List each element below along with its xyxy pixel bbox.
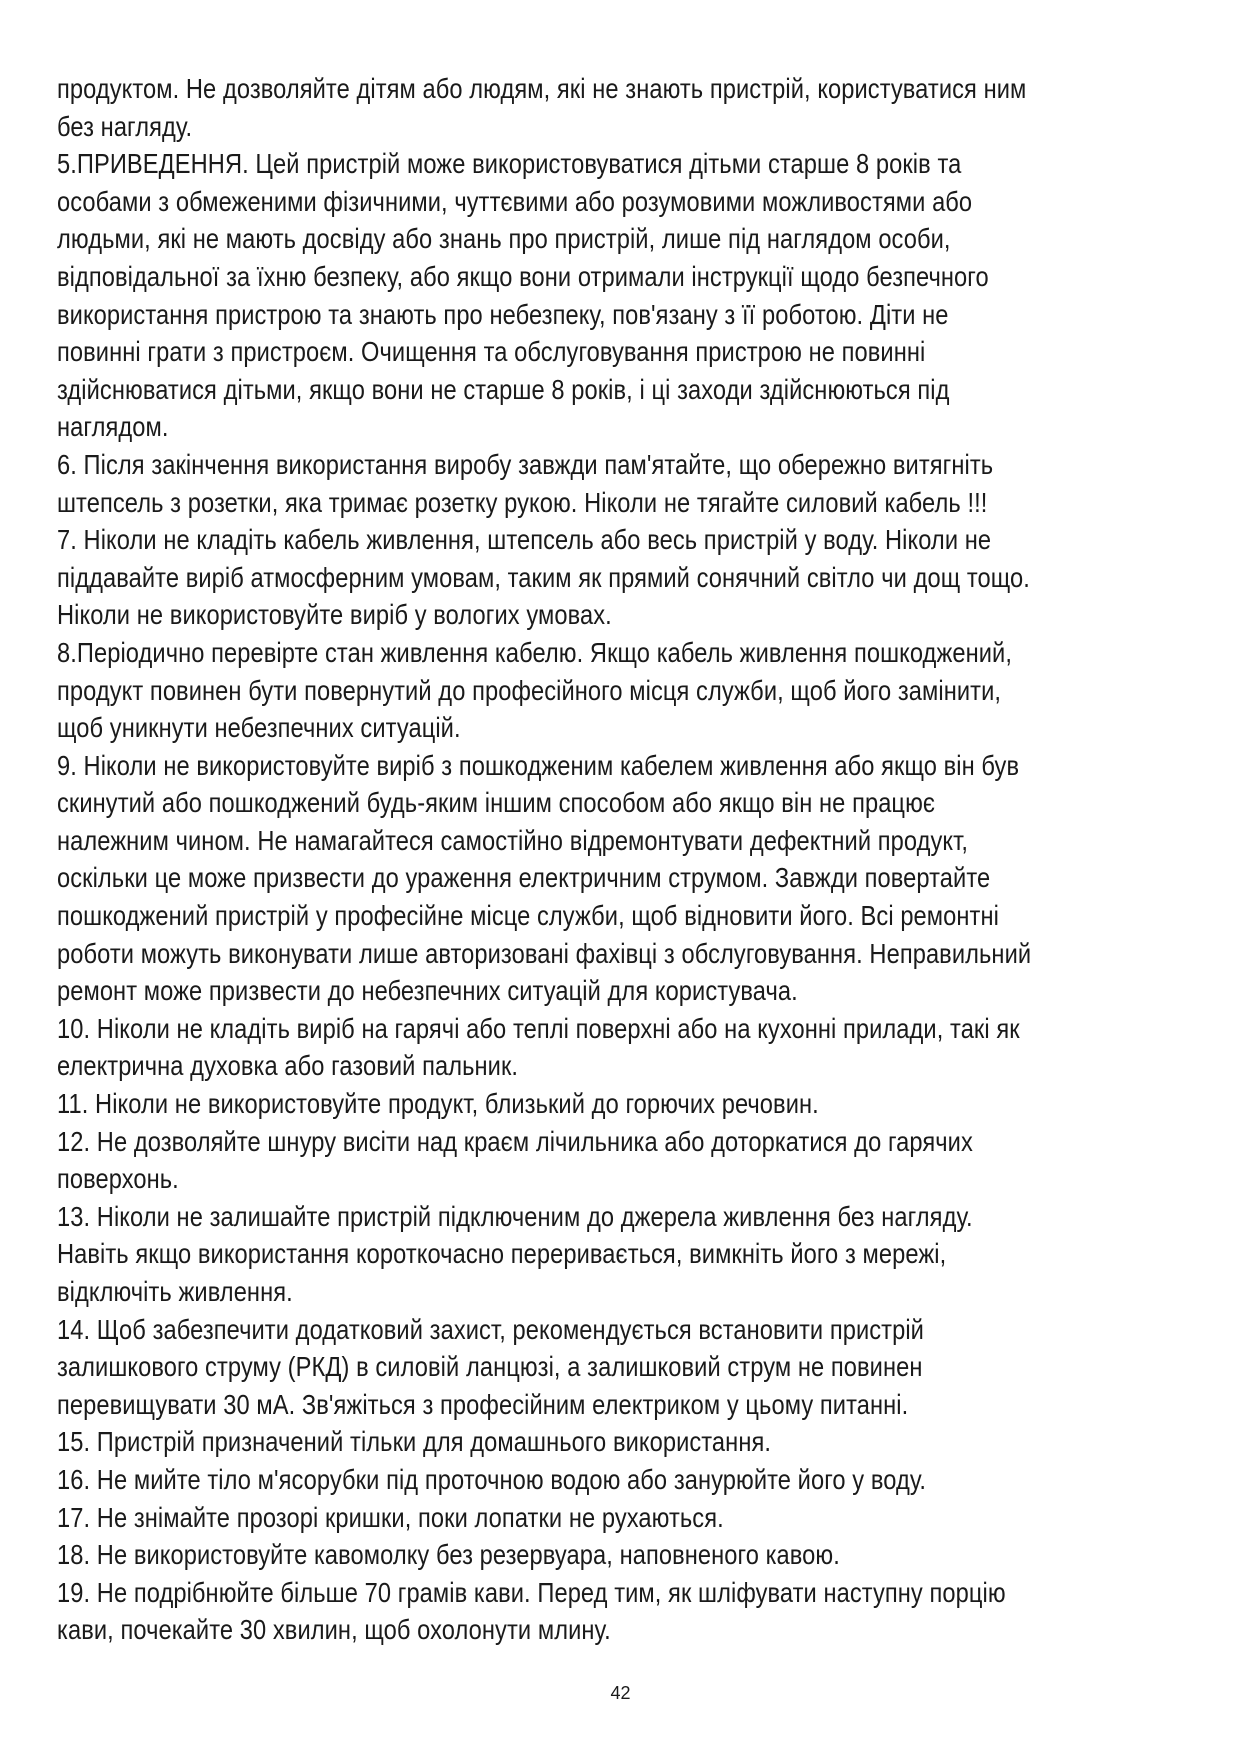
paragraph-item-13: 13. Ніколи не залишайте пристрій підключеним до джерела живлення без нагляду. Навіть якщо використання короткочасно переривається, вимкніть його з мережі, відключіть живлення.	[57, 1200, 973, 1307]
paragraph-item-15: 15. Пристрій призначений тільки для домашнього використання.	[57, 1426, 772, 1458]
paragraph-item-8: 8.Періодично перевірте стан живлення кабелю. Якщо кабель живлення пошкоджений, продукт повинен бути повернутий до професійного місця служби, щоб його замінити, щоб уникнути небезпечних ситуацій.	[57, 636, 1012, 744]
paragraph-item-12: 12. Не дозволяйте шнуру висіти над краєм лічильника або доторкатися до гарячих поверхонь.	[57, 1125, 973, 1195]
paragraph-continuation: продуктом. Не дозволяйте дітям або людям, які не знають пристрій, користуватися ним без нагляду.	[57, 73, 1027, 142]
page-number: 42	[610, 1683, 631, 1703]
paragraph-item-17: 17. Не знімайте прозорі кришки, поки лопатки не рухаються.	[57, 1501, 724, 1533]
paragraph-item-18: 18. Не використовуйте кавомолку без резервуара, наповненого кавою.	[57, 1539, 840, 1571]
paragraph-item-6: 6. Після закінчення використання виробу завжди пам'ятайте, що обережно витягніть штепсель з розетки, яка тримає розетку рукою. Ніколи не тягайте силовий кабель !!!	[57, 448, 994, 518]
paragraph-item-10: 10. Ніколи не кладіть виріб на гарячі або теплі поверхні або на кухонні прилади, такі як електрична духовка або газовий пальник.	[57, 1012, 1020, 1082]
paragraph-item-5: 5.ПРИВЕДЕННЯ. Цей пристрій може використовуватися дітьми старше 8 років та особами з обмеженими фізичними, чуттєвими або розумовими можливостями або людьми, які не мають досвіду або знань про пристрій, лише під наглядом особи, відповідальної за їхню безпеку, або якщо вони отримали інструкції щодо безпечного використання пристрою та знають про небезпеку, пов'язану з її роботою. Діти не повинні грати з пристроєм. Очищення та обслуговування пристрою не повинні здійснюватися дітьми, якщо вони не старше 8 років, і ці заходи здійснюються під наглядом.	[57, 148, 989, 443]
paragraph-item-16: 16. Не мийте тіло м'ясорубки під проточною водою або занурюйте його у воду.	[57, 1463, 927, 1495]
paragraph-item-14: 14. Щоб забезпечити додатковий захист, рекомендується встановити пристрій залишкового струму (РКД) в силовій ланцюзі, а залишковий струм не повинен перевищувати 30 мА. Зв'яжіться з професійним електриком у цьому питанні.	[57, 1313, 924, 1420]
paragraph-item-9: 9. Ніколи не використовуйте виріб з пошкодженим кабелем живлення або якщо він був скинутий або пошкоджений будь-яким іншим способом або якщо він не працює належним чином. Не намагайтеся самостійно відремонтувати дефектний продукт, оскільки це може призвести до ураження електричним струмом. Завжди повертайте пошкоджений пристрій у професійне місце служби, щоб відновити його. Всі ремонтні роботи можуть виконувати лише авторизовані фахівці з обслуговування. Неправильний ремонт може призвести до небезпечних ситуацій для користувача.	[57, 749, 1032, 1007]
paragraph-item-7: 7. Ніколи не кладіть кабель живлення, штепсель або весь пристрій у воду. Ніколи не піддавайте виріб атмосферним умовам, таким як прямий сонячний світло чи дощ тощо. Ніколи не використовуйте виріб у вологих умовах.	[57, 524, 1030, 631]
paragraph-item-19: 19. Не подрібнюйте більше 70 грамів кави. Перед тим, як шліфувати наступну порцію кави, почекайте 30 хвилин, щоб охолонути млину.	[57, 1576, 1006, 1646]
document-body	[57, 70, 1037, 1649]
paragraph-item-11: 11. Ніколи не використовуйте продукт, близький до горючих речовин.	[57, 1088, 819, 1120]
